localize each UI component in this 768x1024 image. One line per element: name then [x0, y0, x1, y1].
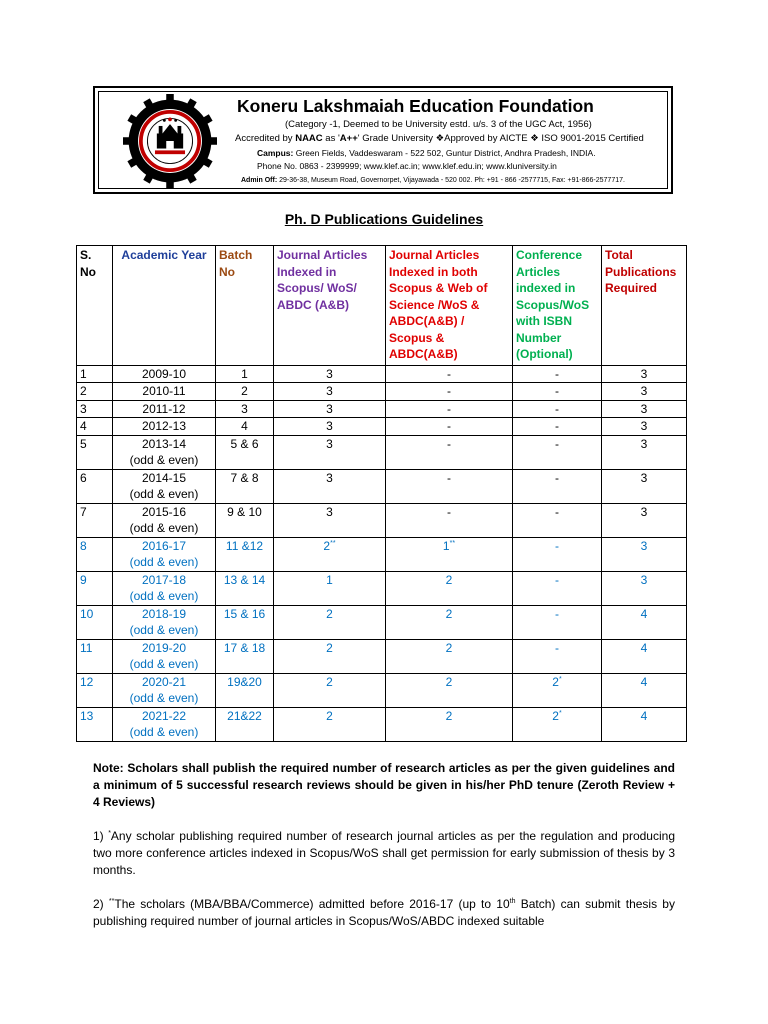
cell-academic-year	[113, 639, 216, 673]
journal-ab-text: 2	[326, 640, 333, 655]
batch-text: 1	[241, 366, 248, 381]
conference-text: -	[555, 401, 559, 416]
accreditation-pre: Accredited by	[235, 133, 296, 144]
year-text: 2013-14	[141, 436, 187, 451]
cell-sno	[77, 400, 113, 418]
cell-journal-both	[386, 537, 513, 571]
cell-academic-year	[113, 365, 216, 383]
cell-journal-ab	[274, 383, 386, 401]
cell-journal-ab	[274, 571, 386, 605]
cell-batch	[216, 383, 274, 401]
journal-ab-text: 3	[326, 384, 333, 398]
batch-text: 21&22	[227, 708, 262, 723]
cell-sno	[77, 418, 113, 436]
cell-batch	[216, 400, 274, 418]
journal-both-text: 2	[445, 674, 453, 689]
sno-text: 12	[80, 674, 94, 689]
cell-batch	[216, 503, 274, 537]
campus-text: Green Fields, Vaddeswaram - 522 502, Guntur District, Andhra Pradesh, INDIA.	[293, 148, 596, 158]
cell-journal-both	[386, 365, 513, 383]
conference-text: 2	[552, 674, 559, 689]
conference-mark: *	[558, 709, 562, 717]
cell-conference	[513, 707, 602, 741]
cell-batch	[216, 673, 274, 707]
journal-both-text: 2	[445, 606, 453, 621]
admin-label: Admin Off:	[241, 177, 278, 184]
table-row	[77, 383, 687, 401]
cell-sno	[77, 383, 113, 401]
journal-ab-text: 3	[326, 401, 333, 416]
cell-conference	[513, 571, 602, 605]
journal-both-text: 2	[445, 640, 453, 655]
cell-total	[602, 707, 687, 741]
cell-journal-ab	[274, 605, 386, 639]
total-text: 3	[640, 504, 648, 519]
header-sno: S. No	[77, 246, 113, 366]
cell-journal-both	[386, 418, 513, 436]
cell-conference	[513, 469, 602, 503]
cell-total	[602, 418, 687, 436]
batch-text: 3	[241, 401, 248, 416]
cell-academic-year	[113, 537, 216, 571]
cell-journal-both	[386, 571, 513, 605]
year-text: 2010-11	[142, 384, 186, 398]
point-2	[93, 896, 675, 930]
cell-conference	[513, 605, 602, 639]
total-text: 3	[640, 470, 648, 485]
sno-text: 10	[80, 606, 94, 621]
table-row	[77, 639, 687, 673]
batch-text: 17 & 18	[223, 640, 266, 655]
cell-academic-year	[113, 707, 216, 741]
cell-conference	[513, 383, 602, 401]
accreditation-naac: NAAC	[295, 133, 323, 144]
cell-academic-year	[113, 400, 216, 418]
total-text: 3	[640, 401, 648, 416]
cell-academic-year	[113, 503, 216, 537]
cell-journal-both	[386, 673, 513, 707]
cell-journal-both	[386, 400, 513, 418]
table-row	[77, 707, 687, 741]
year-text: 2016-17	[141, 538, 187, 553]
header-journal-both: Journal Articles Indexed in both Scopus & Web of Science /WoS & ABDC(A&B) / Scopus & ABDC(A&B)	[386, 246, 513, 366]
journal-both-text: 2	[445, 708, 453, 723]
journal-both-text: 1	[442, 538, 450, 553]
table-row	[77, 365, 687, 383]
point-2-text-a: The scholars (MBA/BBA/Commerce) admitted before 2016-17 (up to 10	[114, 897, 510, 911]
total-text: 3	[640, 436, 648, 451]
batch-text: 13 & 14	[223, 572, 266, 587]
total-text: 3	[640, 366, 648, 381]
cell-conference	[513, 537, 602, 571]
journal-ab-text: 1	[326, 572, 333, 587]
cell-total	[602, 400, 687, 418]
cell-total	[602, 673, 687, 707]
point-2-text-b: Batch) can submit thesis by publishing required number of journal articles in Scopus/WoS/ABDC indexed suitable	[93, 897, 675, 928]
cell-conference	[513, 418, 602, 436]
batch-text: 9 & 10	[227, 504, 262, 519]
total-text: 4	[640, 606, 648, 621]
header-journal-ab: Journal Articles Indexed in Scopus/ WoS/ ABDC (A&B)	[274, 246, 386, 366]
point-2-th: th	[509, 898, 516, 905]
total-text: 4	[640, 708, 648, 723]
conference-text: -	[555, 436, 559, 451]
org-contact: Phone No. 0863 - 2399999; www.klef.ac.in; www.klef.edu.in; www.kluniversity.in	[257, 161, 557, 171]
year-sub-text: (odd & even)	[129, 657, 199, 671]
sno-text: 9	[80, 572, 87, 587]
cell-batch	[216, 537, 274, 571]
table-row	[77, 435, 687, 469]
journal-both-text: -	[447, 436, 451, 451]
conference-mark: *	[558, 675, 562, 683]
journal-both-text: -	[447, 384, 451, 398]
cell-journal-both	[386, 469, 513, 503]
point-2-mark: **	[108, 898, 115, 905]
batch-text: 7 & 8	[230, 470, 259, 485]
journal-ab-text: 3	[326, 366, 333, 381]
sno-text: 4	[80, 419, 87, 433]
conference-text: -	[555, 538, 559, 553]
org-admin	[241, 177, 625, 184]
letterhead	[93, 86, 673, 194]
cell-journal-ab	[274, 435, 386, 469]
cell-sno	[77, 469, 113, 503]
cell-batch	[216, 418, 274, 436]
journal-both-text: -	[447, 419, 451, 433]
conference-text: -	[555, 572, 559, 587]
accreditation-mid2: ' Grade University ❖Approved by AICTE ❖ ISO 9001-2015 Certified	[357, 133, 644, 144]
year-text: 2014-15	[141, 470, 187, 485]
cell-journal-ab	[274, 537, 386, 571]
campus-label: Campus:	[257, 148, 294, 158]
cell-conference	[513, 503, 602, 537]
cell-sno	[77, 503, 113, 537]
year-text: 2017-18	[141, 572, 187, 587]
cell-academic-year	[113, 571, 216, 605]
journal-ab-text: 3	[326, 470, 333, 485]
cell-journal-ab	[274, 418, 386, 436]
cell-sno	[77, 571, 113, 605]
year-text: 2011-12	[142, 401, 186, 416]
journal-both-mark: **	[449, 539, 456, 547]
cell-journal-both	[386, 639, 513, 673]
note-paragraph: Note: Scholars shall publish the required number of research articles as per the given guidelines and a minimum of 5 successful research reviews should be given in his/her PhD tenure (Zeroth Review + 4 Reviews)	[93, 761, 675, 809]
cell-academic-year	[113, 605, 216, 639]
cell-total	[602, 571, 687, 605]
point-1-mark: *	[108, 830, 111, 837]
conference-text: -	[555, 384, 559, 398]
sno-text: 6	[80, 470, 87, 485]
cell-total	[602, 435, 687, 469]
table-row	[77, 503, 687, 537]
org-name: Koneru Lakshmaiah Education Foundation	[237, 96, 594, 116]
cell-conference	[513, 673, 602, 707]
batch-text: 19&20	[227, 674, 262, 689]
cell-journal-ab	[274, 400, 386, 418]
year-sub-text: (odd & even)	[129, 691, 199, 705]
cell-journal-ab	[274, 469, 386, 503]
cell-academic-year	[113, 673, 216, 707]
table-row	[77, 605, 687, 639]
cell-total	[602, 365, 687, 383]
year-text: 2020-21	[141, 674, 187, 689]
cell-academic-year	[113, 418, 216, 436]
point-1-text: Any scholar publishing required number of research journal articles as per the regulation and producing two more conference articles indexed in Scopus/WoS shall get permission for early submission of thesis by 3 months.	[93, 829, 675, 877]
journal-ab-text: 2	[326, 674, 333, 689]
cell-sno	[77, 707, 113, 741]
cell-conference	[513, 365, 602, 383]
year-sub-text: (odd & even)	[129, 453, 199, 467]
cell-batch	[216, 605, 274, 639]
point-1-number: 1)	[93, 829, 109, 843]
journal-ab-text: 3	[326, 419, 333, 433]
journal-ab-text: 3	[326, 504, 333, 519]
org-category: (Category -1, Deemed to be University estd. u/s. 3 of the UGC Act, 1956)	[285, 119, 592, 130]
journal-both-text: 2	[445, 572, 453, 587]
table-header-row	[77, 246, 687, 366]
journal-both-text: -	[447, 470, 451, 485]
journal-ab-mark: **	[330, 539, 336, 547]
conference-text: -	[555, 606, 559, 621]
table-row	[77, 571, 687, 605]
year-sub-text: (odd & even)	[129, 623, 199, 637]
cell-sno	[77, 673, 113, 707]
point-2-number: 2)	[93, 897, 109, 911]
sno-text: 8	[80, 538, 87, 553]
cell-academic-year	[113, 435, 216, 469]
year-sub-text: (odd & even)	[129, 521, 199, 535]
cell-journal-ab	[274, 503, 386, 537]
cell-journal-ab	[274, 673, 386, 707]
cell-journal-both	[386, 605, 513, 639]
cell-batch	[216, 571, 274, 605]
total-text: 4	[640, 674, 648, 689]
cell-total	[602, 503, 687, 537]
cell-total	[602, 639, 687, 673]
header-batch-no: Batch No	[216, 246, 274, 366]
batch-text: 11 &12	[225, 538, 264, 553]
cell-sno	[77, 537, 113, 571]
cell-sno	[77, 639, 113, 673]
journal-both-text: -	[447, 401, 451, 416]
cell-conference	[513, 639, 602, 673]
cell-academic-year	[113, 383, 216, 401]
conference-text: 2	[552, 708, 559, 723]
cell-batch	[216, 365, 274, 383]
cell-journal-both	[386, 435, 513, 469]
batch-text: 2	[241, 384, 248, 398]
cell-journal-ab	[274, 365, 386, 383]
year-text: 2021-22	[141, 708, 187, 723]
total-text: 3	[640, 572, 648, 587]
cell-batch	[216, 435, 274, 469]
cell-sno	[77, 435, 113, 469]
conference-text: -	[555, 419, 559, 433]
cell-journal-both	[386, 383, 513, 401]
table-row	[77, 400, 687, 418]
org-accreditation	[235, 133, 644, 144]
cell-total	[602, 469, 687, 503]
accreditation-grade: A++	[339, 133, 358, 144]
cell-academic-year	[113, 469, 216, 503]
batch-text: 15 & 16	[223, 606, 266, 621]
conference-text: -	[555, 640, 559, 655]
year-sub-text: (odd & even)	[129, 487, 199, 501]
conference-text: -	[555, 504, 559, 519]
table-row	[77, 673, 687, 707]
sno-text: 2	[80, 384, 87, 398]
year-text: 2018-19	[141, 606, 187, 621]
total-text: 3	[640, 538, 648, 553]
header-total: Total Publications Required	[602, 246, 687, 366]
year-text: 2009-10	[141, 366, 187, 381]
conference-text: -	[555, 366, 559, 381]
batch-text: 5 & 6	[230, 436, 259, 451]
university-seal-icon	[123, 94, 217, 188]
table-row	[77, 418, 687, 436]
year-text: 2015-16	[141, 504, 187, 519]
header-academic-year: Academic Year	[113, 246, 216, 366]
cell-sno	[77, 605, 113, 639]
journal-both-text: -	[447, 504, 451, 519]
year-sub-text: (odd & even)	[129, 589, 199, 603]
org-campus	[257, 148, 596, 158]
accreditation-mid1: as '	[322, 133, 340, 144]
year-sub-text: (odd & even)	[129, 555, 199, 569]
sno-text: 11	[80, 640, 93, 655]
sno-text: 3	[80, 401, 87, 416]
journal-ab-text: 3	[326, 436, 333, 451]
header-conference: Conference Articles indexed in Scopus/WoS with ISBN Number (Optional)	[513, 246, 602, 366]
journal-ab-text: 2	[323, 538, 331, 553]
sno-text: 1	[80, 366, 87, 381]
journal-ab-text: 2	[326, 606, 333, 621]
year-text: 2019-20	[141, 640, 187, 655]
cell-total	[602, 383, 687, 401]
year-text: 2012-13	[141, 419, 187, 433]
publications-table	[76, 245, 687, 742]
cell-journal-ab	[274, 639, 386, 673]
year-sub-text: (odd & even)	[129, 725, 199, 739]
journal-both-text: -	[447, 366, 451, 381]
cell-journal-ab	[274, 707, 386, 741]
journal-ab-text: 2	[326, 708, 333, 723]
sno-text: 7	[80, 504, 87, 519]
total-text: 3	[640, 419, 648, 433]
sno-text: 5	[80, 436, 87, 451]
total-text: 3	[640, 384, 648, 398]
total-text: 4	[640, 640, 648, 655]
cell-batch	[216, 639, 274, 673]
cell-journal-both	[386, 707, 513, 741]
cell-total	[602, 537, 687, 571]
point-1	[93, 828, 675, 879]
cell-batch	[216, 469, 274, 503]
table-row	[77, 537, 687, 571]
admin-text: 29-36-38, Museum Road, Governorpet, Vijayawada - 520 002. Ph: +91 - 866 -2577715, Fax: +91-866-2577717.	[277, 177, 625, 184]
cell-conference	[513, 435, 602, 469]
cell-batch	[216, 707, 274, 741]
document-title: Ph. D Publications Guidelines	[284, 211, 484, 227]
conference-text: -	[555, 470, 559, 485]
cell-journal-both	[386, 503, 513, 537]
batch-text: 4	[241, 419, 248, 433]
cell-conference	[513, 400, 602, 418]
sno-text: 13	[80, 708, 94, 723]
cell-total	[602, 605, 687, 639]
cell-sno	[77, 365, 113, 383]
table-row	[77, 469, 687, 503]
